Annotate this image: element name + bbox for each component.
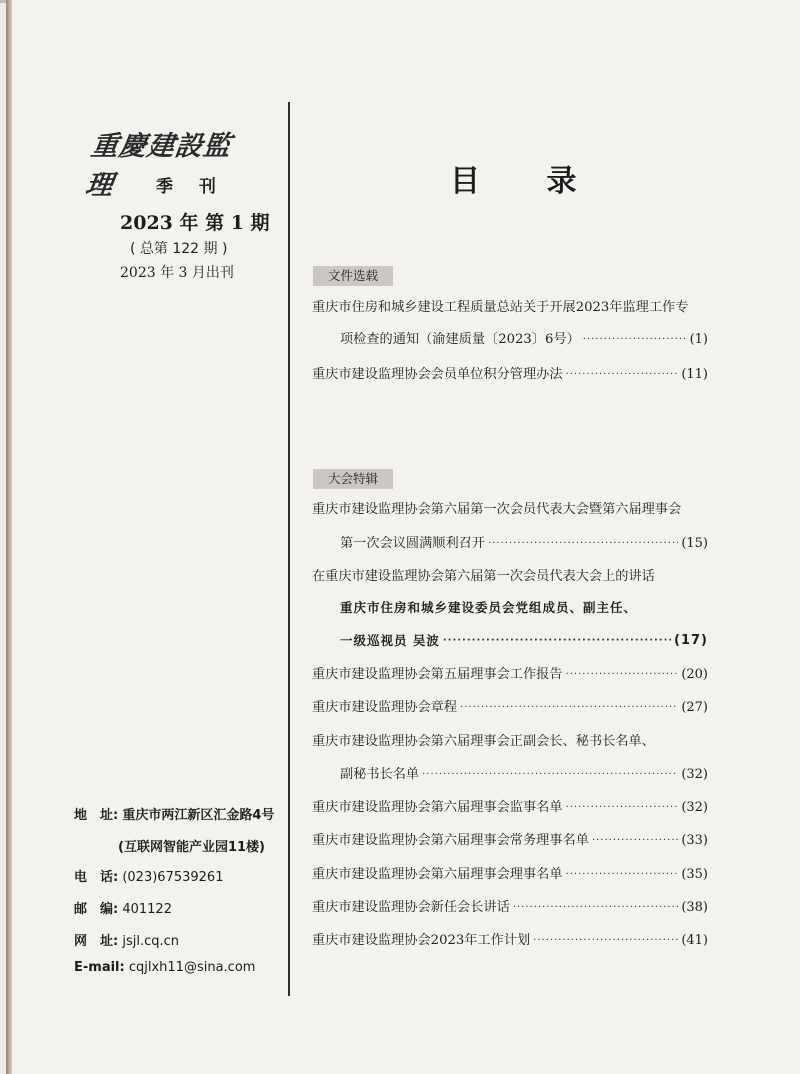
leader-dots bbox=[566, 364, 679, 386]
toc-entry[interactable] bbox=[312, 897, 708, 919]
toc-entry[interactable] bbox=[312, 499, 708, 521]
total-issue-number: ( 总第 122 期 ) bbox=[130, 241, 228, 257]
phone-value: (023)67539261 bbox=[122, 870, 224, 885]
toc-entry[interactable] bbox=[312, 830, 708, 852]
toc-page-number: (20) bbox=[681, 667, 708, 682]
section-tag-congress: 大会特辑 bbox=[313, 469, 393, 489]
phone-label: 电 话: bbox=[74, 870, 119, 885]
postcode-value: 401122 bbox=[122, 902, 172, 917]
toc-page-number: (11) bbox=[681, 367, 708, 382]
toc-entry-text: 副秘书长名单 bbox=[340, 767, 420, 782]
toc-page-number: (35) bbox=[681, 867, 708, 882]
web-value[interactable]: jsjl.cq.cn bbox=[122, 934, 180, 949]
toc-entry[interactable] bbox=[312, 297, 708, 319]
address-line-1: 重庆市两江新区汇金路4号 bbox=[122, 808, 275, 823]
section-tag-documents: 文件选载 bbox=[313, 266, 393, 286]
page-binding-shadow bbox=[6, 0, 12, 1074]
toc-entry-text: 第一次会议圆满顺利召开 bbox=[340, 536, 486, 551]
toc-entry-author bbox=[340, 597, 708, 619]
toc-entry[interactable] bbox=[312, 930, 708, 952]
toc-page-number: (17) bbox=[674, 633, 708, 648]
leader-dots bbox=[443, 630, 671, 652]
toc-page-number: (1) bbox=[689, 332, 708, 347]
toc-page-number: (27) bbox=[681, 700, 708, 715]
toc-entry[interactable] bbox=[312, 797, 708, 819]
toc-entry[interactable] bbox=[340, 630, 708, 652]
toc-entry[interactable] bbox=[312, 664, 708, 686]
leader-dots bbox=[566, 797, 679, 819]
toc-entry-text: 重庆市建设监理协会第六届理事会监事名单 bbox=[312, 800, 563, 815]
leader-dots bbox=[488, 533, 678, 555]
toc-entry[interactable] bbox=[312, 364, 708, 386]
contact-postcode bbox=[74, 898, 172, 917]
masthead-logo: 重慶建設監理 bbox=[83, 131, 234, 201]
toc-entry-text: 重庆市建设监理协会第六届理事会理事名单 bbox=[312, 867, 563, 882]
toc-entry-text: 重庆市建设监理协会新任会长讲话 bbox=[312, 900, 510, 915]
leader-dots bbox=[566, 864, 679, 886]
leader-dots bbox=[592, 830, 678, 852]
toc-page-number: (32) bbox=[681, 767, 708, 782]
issue-number: 2023 年 第 1 期 bbox=[120, 212, 270, 234]
publication-date: 2023 年 3 月出刊 bbox=[120, 265, 234, 281]
toc-entry-text: 在重庆市建设监理协会第六届第一次会员代表大会上的讲话 bbox=[312, 569, 655, 584]
toc-page-number: (32) bbox=[681, 800, 708, 815]
address-label: 地 址: bbox=[74, 808, 119, 823]
contact-address-2 bbox=[118, 836, 265, 855]
toc-entry-text: 重庆市住房和城乡建设工程质量总站关于开展2023年监理工作专 bbox=[312, 300, 689, 315]
email-value[interactable]: cqjlxh11@sina.com bbox=[128, 960, 256, 975]
toc-page-number: (15) bbox=[681, 536, 708, 551]
toc-entry[interactable] bbox=[340, 329, 708, 351]
leader-dots bbox=[513, 897, 679, 919]
toc-entry-text: 重庆市住房和城乡建设委员会党组成员、副主任、 bbox=[340, 600, 638, 615]
contact-web bbox=[74, 930, 179, 949]
email-label: E-mail: bbox=[74, 960, 125, 975]
toc-entry[interactable] bbox=[312, 697, 708, 719]
toc-entry-text: 一级巡视员 吴波 bbox=[340, 633, 440, 648]
leader-dots bbox=[422, 764, 678, 786]
toc-page-number: (38) bbox=[681, 900, 708, 915]
toc-title: 目 录 bbox=[450, 164, 605, 199]
toc-entry[interactable] bbox=[312, 864, 708, 886]
toc-entry[interactable] bbox=[312, 731, 708, 753]
toc-entry-text: 重庆市建设监理协会第五届理事会工作报告 bbox=[312, 667, 563, 682]
masthead-subtitle: 季 刊 bbox=[156, 177, 226, 197]
toc-page-number: (33) bbox=[681, 833, 708, 848]
toc-entry-text: 重庆市建设监理协会会员单位积分管理办法 bbox=[312, 367, 563, 382]
leader-dots bbox=[460, 697, 678, 719]
toc-entry-text: 重庆市建设监理协会第六届第一次会员代表大会暨第六届理事会 bbox=[312, 502, 682, 517]
toc-entry-text: 重庆市建设监理协会第六届理事会正副会长、秘书长名单、 bbox=[312, 734, 655, 749]
toc-page-number: (41) bbox=[681, 933, 708, 948]
address-line-2: (互联网智能产业园11楼) bbox=[118, 840, 265, 855]
toc-entry[interactable] bbox=[312, 566, 708, 588]
web-label: 网 址: bbox=[74, 934, 119, 949]
toc-entry[interactable] bbox=[340, 764, 708, 786]
leader-dots bbox=[583, 329, 687, 351]
leader-dots bbox=[533, 930, 678, 952]
column-divider bbox=[288, 102, 290, 996]
postcode-label: 邮 编: bbox=[74, 902, 119, 917]
toc-entry-text: 重庆市建设监理协会章程 bbox=[312, 700, 458, 715]
contact-address bbox=[74, 804, 274, 823]
toc-entry-text: 重庆市建设监理协会第六届理事会常务理事名单 bbox=[312, 833, 589, 848]
contact-phone bbox=[74, 866, 223, 885]
leader-dots bbox=[566, 664, 679, 686]
contact-email bbox=[74, 960, 255, 975]
toc-entry-text: 重庆市建设监理协会2023年工作计划 bbox=[312, 933, 531, 948]
toc-entry-text: 项检查的通知（渝建质量〔2023〕6号） bbox=[340, 332, 580, 347]
toc-entry[interactable] bbox=[340, 533, 708, 555]
